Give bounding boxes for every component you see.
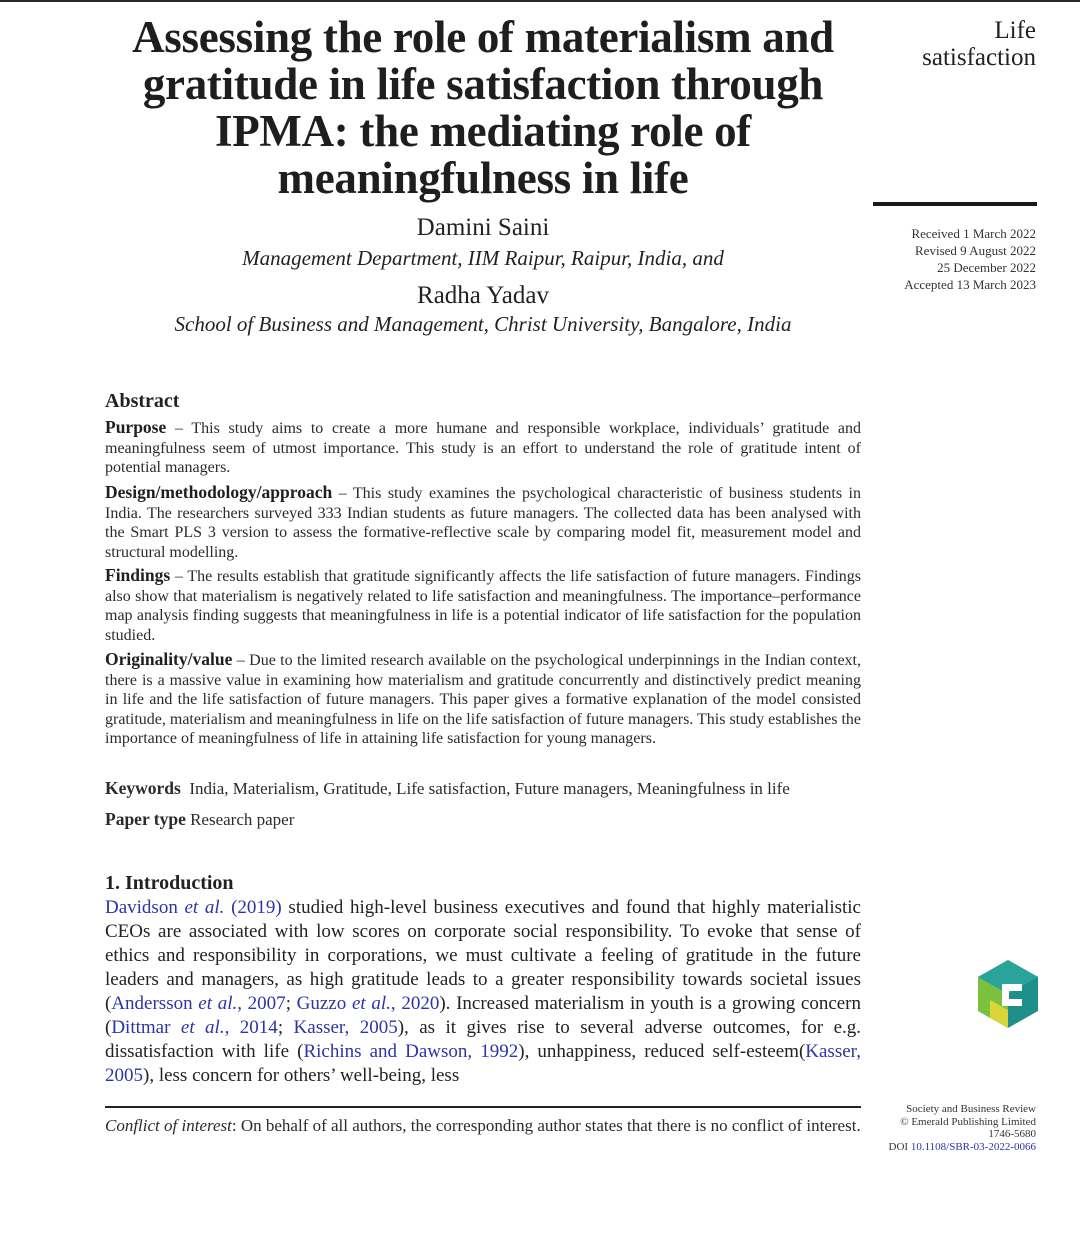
keywords-text: India, Materialism, Gratitude, Life satisfaction, Future managers, Meaningfulness in life <box>189 779 790 798</box>
citation-etal: et al. <box>351 993 391 1014</box>
abstract-findings <box>105 566 861 645</box>
conflict-of-interest-note <box>105 1115 861 1136</box>
author-affiliation-2: School of Business and Management, Christ University, Bangalore, India <box>174 312 792 336</box>
citation-kasser-1[interactable]: Kasser, 2005 <box>293 1017 398 1038</box>
citation-etal: et al. <box>198 993 238 1014</box>
body-text: ). Increased materialism in youth is a growing concern ( <box>105 993 862 1038</box>
design-label: Design/methodology/approach <box>105 482 333 502</box>
introduction-heading: 1. Introduction <box>105 872 234 894</box>
citation-etal: et al. <box>180 1017 225 1038</box>
citation-year: , 2014 <box>224 1017 278 1038</box>
citation-text: Davidson <box>105 897 185 918</box>
citation-year: (2019) <box>224 897 282 918</box>
running-head <box>836 17 1036 71</box>
body-text: studied high-level business executives and found that highly materialistic CEOs are associated with low scores on corporate social responsibility. To evoke that sense of ethics and responsibility in corporations, we must cultivate a feeling of gratitude in the future leaders and managers, as high gratitude leads to a greater responsibility towards societal issues ( <box>105 897 861 1014</box>
citation-dittmar[interactable] <box>111 1017 277 1038</box>
journal-issn: 1746-5680 <box>988 1128 1036 1141</box>
journal-copyright: © Emerald Publishing Limited <box>900 1115 1036 1128</box>
citation-richins-dawson[interactable]: Richins and Dawson, 1992 <box>303 1041 519 1062</box>
abstract-originality <box>105 650 861 749</box>
body-text: ; <box>285 993 297 1014</box>
citation-kasser-2[interactable]: Kasser, 2005 <box>105 1041 861 1086</box>
citation-andersson[interactable] <box>111 993 285 1014</box>
citation-year: , 2020 <box>390 993 440 1014</box>
paper-type-text: Research paper <box>190 810 295 829</box>
findings-label: Findings <box>105 565 171 585</box>
citation-text: Dittmar <box>111 1017 181 1038</box>
date-received: Received 1 March 2022 <box>911 226 1036 241</box>
citation-text: Guzzo <box>296 993 352 1014</box>
abstract-heading: Abstract <box>105 390 180 412</box>
doi-label: DOI <box>888 1140 909 1153</box>
citation-guzzo[interactable] <box>297 993 440 1014</box>
date-revised-2: 25 December 2022 <box>937 260 1036 275</box>
body-text: ), less concern for others’ well-being, less <box>143 1065 460 1086</box>
doi-link[interactable]: 10.1108/SBR-03-2022-0066 <box>910 1140 1036 1153</box>
date-accepted: Accepted 13 March 2023 <box>904 277 1036 292</box>
body-text: ; <box>277 1017 294 1038</box>
top-border <box>0 0 1080 2</box>
citation-etal: et al. <box>184 897 225 918</box>
emerald-publishing-logo-icon <box>978 960 1038 1028</box>
keywords <box>105 778 865 799</box>
author-name-1: Damini Saini <box>416 214 550 241</box>
journal-info <box>836 1103 1036 1153</box>
findings-text: – The results establish that gratitude significantly affects the life satisfaction of future managers. Findings also show that materialism is negatively related to life satisfaction and meaningfulness. The importance–performance map analysis finding suggests that meaningfulness in life is a potential indicator of life satisfaction for the population studied. <box>105 568 861 644</box>
introduction-paragraph <box>105 896 861 1088</box>
footnote-label: Conflict of interest <box>105 1116 232 1135</box>
running-head-line-1: Life <box>994 17 1036 44</box>
abstract-design <box>105 483 861 562</box>
design-text: – This study examines the psychological characteristic of business students in India. The researchers surveyed 333 Indian students as future managers. The collected data has been analysed with the Smart PLS 3 version to assess the formative-reflective scale by comparing model fit, measurement model and structural modelling. <box>105 485 861 561</box>
running-head-line-2: satisfaction <box>922 44 1036 71</box>
journal-doi <box>836 1141 1036 1154</box>
history-dates <box>836 225 1036 293</box>
paper-title: Assessing the role of materialism and gratitude in life satisfaction through IPMA: the mediating role of meaningfulness in life <box>132 12 834 203</box>
paper-type-label: Paper type <box>105 809 186 829</box>
keywords-label: Keywords <box>105 778 181 798</box>
journal-name: Society and Business Review <box>906 1103 1036 1115</box>
citation-year: , 2007 <box>237 993 286 1014</box>
footnote-text: : On behalf of all authors, the corresponding author states that there is no conflict of interest. <box>231 1116 861 1135</box>
date-revised-1: Revised 9 August 2022 <box>915 243 1036 258</box>
originality-label: Originality/value <box>105 649 233 669</box>
originality-text: – Due to the limited research available on the psychological underpinnings in the Indian context, there is a massive value in examining how materialism and gratitude concurrently and distinctively predict meaning in life and the life satisfaction of future managers. This paper gives a formative explanation of the model consisted gratitude, materialism and meaningfulness in life on the life satisfaction of future managers. This study establishes the importance of meaningfulness of life in attaining life satisfaction for young managers. <box>105 652 861 748</box>
footnote-rule <box>105 1106 861 1108</box>
citation-davidson[interactable] <box>105 897 282 918</box>
citation-text: Andersson <box>111 993 199 1014</box>
abstract-purpose <box>105 418 861 478</box>
body-text: ), unhappiness, reduced self-esteem( <box>518 1041 806 1062</box>
purpose-text: – This study aims to create a more humane and responsible workplace, individuals’ gratitude and meaningfulness seem of utmost importance. This study is an effort to understand the role of gratitude intent of potential managers. <box>105 420 861 477</box>
purpose-label: Purpose <box>105 417 167 437</box>
paper-type <box>105 809 865 830</box>
body-text: ), as it gives rise to several adverse outcomes, for e.g. dissatisfaction with life ( <box>105 1017 861 1062</box>
author-name-2: Radha Yadav <box>417 282 549 309</box>
side-rule <box>873 202 1037 206</box>
author-affiliation-1: Management Department, IIM Raipur, Raipur, India, and <box>242 246 724 270</box>
